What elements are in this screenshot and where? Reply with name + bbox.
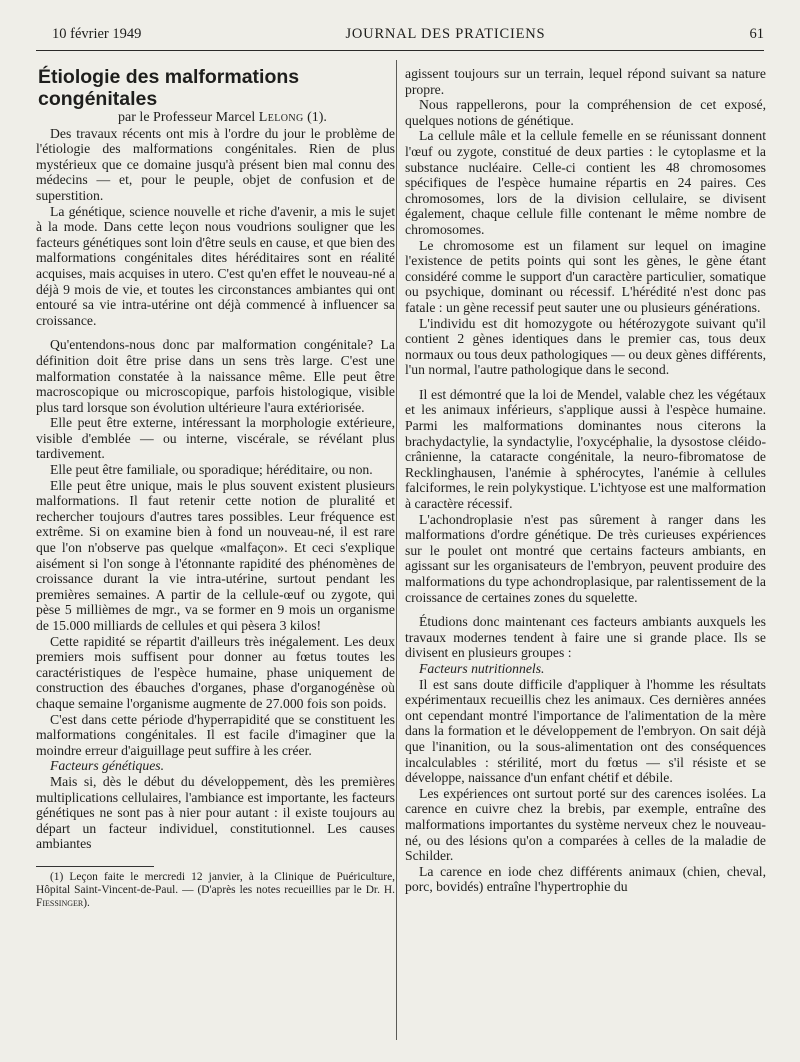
paragraph: L'individu est dit homozygote ou hétérozygote suivant qu'il contient 2 gènes identiques dans le premier cas, tous deux normaux ou tous deux pathologiques — ou deux gènes différents, l'un normal, l'autre pathologique dans le second.	[405, 315, 766, 378]
byline-prefix: par le Professeur Marcel	[118, 110, 256, 125]
page-number: 61	[749, 26, 764, 42]
paragraph: Il est sans doute difficile d'appliquer à l'homme les résultats expérimentaux recueillis chez les animaux. Ces dernières années ont cependant montré l'importance de l'alimentation de la mère dans la formation et le développement de l'embryon. On sait déjà que l'inanition, ou la sous-alimentation ont des conséquences incalculables : stérilité, mort du fœtus — s'il résiste et se développe, naissance d'un enfant chétif et débile.	[405, 676, 766, 786]
byline	[36, 110, 395, 126]
running-header	[52, 26, 764, 50]
paragraph: Étudions donc maintenant ces facteurs ambiants auxquels les travaux modernes tendent à faire une si grande place. Ils se divisent en plusieurs groupes :	[405, 614, 766, 661]
section-heading-nutrition: Facteurs nutritionnels.	[419, 660, 545, 676]
right-column	[405, 66, 766, 895]
column-divider	[396, 60, 397, 1040]
paragraph: La carence en iode chez différents animaux (chien, cheval, porc, bovidés) entraîne l'hypertrophie du	[405, 863, 766, 895]
paragraph: Elle peut être familiale, ou sporadique; héréditaire, ou non.	[50, 462, 373, 478]
paragraph: La génétique, science nouvelle et riche d'avenir, a mis le sujet à la mode. Dans cette leçon nous voudrions souligner que les facteurs génétiques sont loin d'être seuls en cause, et que bien des malformations congénitales dites héréditaires sont en réalité acquises, mais acquises in utero. C'est qu'en effet le nouveau-né a déjà 9 mois de vie, et toutes les circonstances ambiantes qui ont entouré sa vie intra-utérine ont déjà commencé à influencer sa croissance.	[36, 203, 395, 328]
paragraph: Les expériences ont surtout porté sur des carences isolées. La carence en cuivre chez la brebis, par exemple, entraîne des malformations importantes du système nerveux chez le nouveau-né, ou des lésions qu'on a comparées à celles de la maladie de Schilder.	[405, 785, 766, 864]
paragraph: Elle peut être externe, intéressant la morphologie extérieure, visible d'emblée — ou interne, viscérale, se révélant plus tardivement.	[36, 415, 395, 462]
paragraph: Le chromosome est un filament sur lequel on imagine l'existence de petits points qui sont les gènes, le gène étant considéré comme le support d'un caractère particulier, somatique ou psychique, dominant ou récessif. L'hérédité n'est donc pas fatale : un gène recessif peut sauter une ou plusieurs générations.	[405, 237, 766, 315]
footnote	[36, 871, 395, 910]
paragraph: L'achondroplasie n'est pas sûrement à ranger dans les malformations d'ordre génétique. De très curieuses expériences sur le poulet ont montré que certains facteurs ambiants, en agissant sur les organisateurs de l'embryon, peuvent produire des malformations du type achondroplasique, par ralentissement de la croissance de certaines zones du squelette.	[405, 511, 766, 605]
paragraph: agissent toujours sur un terrain, lequel répond suivant sa nature propre.	[405, 66, 766, 97]
author-name: Lelong	[258, 110, 304, 125]
paragraph: C'est dans cette période d'hyperrapidité que se constituent les malformations congénitales. Il est facile d'imaginer que la moindre erreur d'aiguillage peut suffire à les créer.	[36, 711, 395, 758]
paragraph: Nous rappellerons, pour la compréhension de cet exposé, quelques notions de génétique.	[405, 97, 766, 128]
issue-date: 10 février 1949	[52, 26, 142, 42]
header-rule	[36, 50, 764, 51]
left-column	[36, 66, 395, 910]
paragraph: Il est démontré que la loi de Mendel, valable chez les végétaux et les animaux inférieurs, s'applique aussi à l'espèce humaine. Parmi les malformations dominantes nous citerons la brachydactylie, la syndactylie, l'oxycéphalie, la dysostose cléido-crânienne, la cataracte congénitale, la neuro-fibromatose de Recklinghausen, l'anémie à sphérocytes, l'anémie à cellules falciformes, le rein polykystique. L'ichtyose est une malformation à caractère récessif.	[405, 386, 766, 512]
article-title: Étiologie des malformations congénitales	[38, 66, 300, 110]
paragraph: Cette rapidité se répartit d'ailleurs très inégalement. Les deux premiers mois suffisent pour donner au fœtus toutes les caractéristiques de l'espèce humaine, phase uniquement de construction des ébauches d'organes, phase d'organogénèse où chaque semaine l'organisme augmente de 27.000 fois son poids.	[36, 633, 395, 711]
paragraph: Des travaux récents ont mis à l'ordre du jour le problème de l'étiologie des malformations congénitales. Rien de plus mystérieux que ce domaine jusqu'à présent bien mal connu des médecins — et, pour le peuple, objet de confusion et de superstition.	[36, 125, 395, 203]
footnote-rule	[36, 866, 154, 867]
footnote-text: (1) Leçon faite le mercredi 12 janvier, à la Clinique de Puériculture, Hôpital Saint-Vincent-de-Paul. — (D'après les notes recueillies par le Dr. H.	[36, 870, 395, 896]
byline-note: (1).	[303, 110, 327, 125]
footnote-name: Fiessinger	[36, 896, 84, 909]
paragraph: Qu'entendons-nous donc par malformation congénitale? La définition doit être prise dans un sens très large. C'est une malformation constatée à la naissance même. Elle peut être macroscopique ou microscopique, parfois histologique, visible plus tard lorsque son évolution ultérieure l'aura extériorisée.	[36, 337, 395, 415]
paragraph: Mais si, dès le début du développement, dès les premières multiplications cellulaires, l'ambiance est importante, les facteurs génétiques ne sont pas à nier pour autant : il existe toujours au départ un facteur individuel, constitutionnel. Les causes ambiantes	[36, 773, 395, 852]
paragraph: Elle peut être unique, mais le plus souvent existent plusieurs malformations. Il faut retenir cette notion de pluralité et rechercher toujours d'autres tares possibles. Leur fréquence est extrême. Si on examine bien à fond un nouveau-né, il est rare que l'on n'observe pas quelque «malfaçon». Et ceci s'explique aisément si l'on songe à l'étonnante rapidité des phénomènes de croissance durant la vie intra-utérine, surtout pendant les premières semaines. A partir de la cellule-œuf ou zygote, qui pèse 5 millièmes de mgr., va se former en 9 mois un organisme de 15.000 milliards de cellules et qui pèsera 3 kilos!	[36, 477, 395, 633]
section-heading-genetic: Facteurs génétiques.	[50, 758, 165, 774]
journal-title: JOURNAL DES PRATICIENS	[345, 26, 546, 42]
paragraph: La cellule mâle et la cellule femelle en se réunissant donnent l'œuf ou zygote, constitué de deux parties : le cytoplasme et la substance nucléaire. Celle-ci contient les 48 chromosomes spécifiques de l'espèce humaine répartis en 24 paires. Ces chromosomes, lors de la division cellulaire, se divisent également, chaque cellule fille contenant le même nombre de chromosomes.	[405, 128, 766, 237]
footnote-end: ).	[83, 896, 90, 909]
